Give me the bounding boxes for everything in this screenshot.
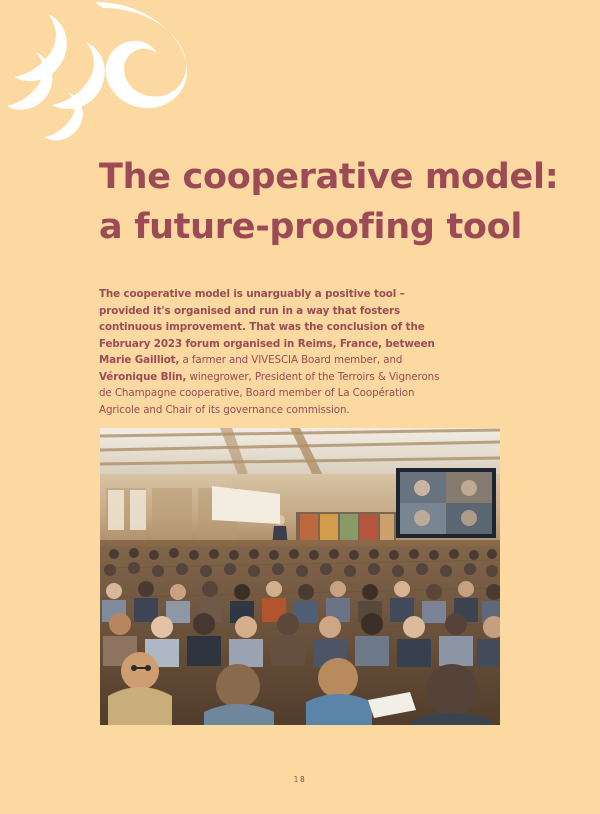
intro-paragraph [99, 286, 444, 418]
page-title-line-1: The cooperative model: [99, 157, 559, 197]
intro-segment-bold-2: Véronique Blin, [99, 370, 187, 383]
intro-segment-regular-1: a farmer and VIVESCIA Board member, and [179, 354, 403, 366]
page-title-line-2: a future-proofing tool [99, 207, 523, 247]
intro-segment-bold-1: The cooperative model is unarguably a positive tool – provided it's organised and run in a way that fosters continuous improvement. That was the conclusion of the February 2023 forum organised in Reims, France, between Marie Gailliot, [99, 288, 435, 366]
page-number: 18 [293, 775, 307, 784]
intro-segment-regular-2: winegrower, President of the Terroirs & Vignerons de Champagne cooperative, Board member of La Coopération Agricole and Chair of its governance commission. [99, 370, 440, 416]
conference-photo [100, 428, 500, 725]
page-title [99, 152, 559, 252]
leaf-petal-motif [0, 0, 210, 150]
